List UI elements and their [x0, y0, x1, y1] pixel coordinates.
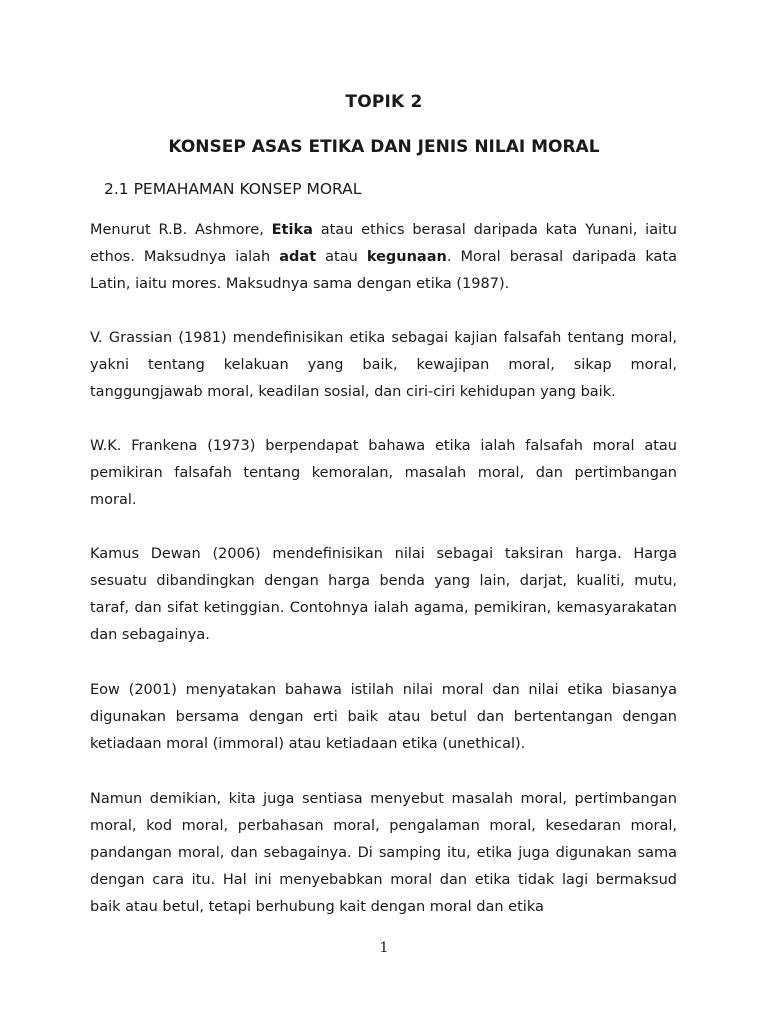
page-number: 1: [379, 940, 389, 956]
topic-label: TOPIK 2: [345, 92, 423, 112]
paragraph-namun-demikian: Namun demikian, kita juga sentiasa menyebut masalah moral, pertimbangan moral, kod moral, perbahasan moral, pengalaman moral, kesedaran moral, pandangan moral, dan sebagainya. Di samping itu, etika juga digunakan sama dengan cara itu. Hal ini menyebabkan moral dan etika tidak lagi bermaksud baik atau betul, tetapi berhubung kait dengan moral dan etika: [90, 791, 677, 915]
chapter-title: KONSEP ASAS ETIKA DAN JENIS NILAI MORAL: [168, 137, 600, 157]
paragraph-grassian: V. Grassian (1981) mendefinisikan etika sebagai kajian falsafah tentang moral, yakni tentang kelakuan yang baik, kewajipan moral, sikap moral, tanggungjawab moral, keadilan sosial, dan ciri-ciri kehidupan yang baik.: [90, 330, 677, 400]
paragraph-text: atau ethics berasal daripada kata Yunani, iaitu ethos. Maksudnya ialah: [90, 222, 677, 265]
paragraph-text: Menurut R.B. Ashmore,: [90, 222, 272, 238]
term-adat: adat: [279, 249, 317, 265]
paragraph-eow: Eow (2001) menyatakan bahawa istilah nilai moral dan nilai etika biasanya digunakan bersama dengan erti baik atau betul dan bertentangan dengan ketiadaan moral (immoral) atau ketiadaan etika (unethical).: [90, 682, 677, 752]
paragraph-ashmore: [90, 217, 677, 298]
paragraph-frankena: W.K. Frankena (1973) berpendapat bahawa etika ialah falsafah moral atau pemikiran falsafah tentang kemoralan, masalah moral, dan pertimbangan moral.: [90, 438, 677, 508]
paragraph-text: atau: [316, 249, 367, 265]
paragraph-kamus-dewan: Kamus Dewan (2006) mendefinisikan nilai sebagai taksiran harga. Harga sesuatu dibandingkan dengan harga benda yang lain, darjat, kualiti, mutu, taraf, dan sifat ketinggian. Contohnya ialah agama, pemikiran, kemasyarakatan dan sebagainya.: [90, 546, 677, 643]
term-kegunaan: kegunaan: [366, 249, 447, 265]
section-heading: 2.1 PEMAHAMAN KONSEP MORAL: [104, 180, 362, 198]
paragraph-text: . Moral berasal daripada kata Latin, iaitu mores. Maksudnya sama dengan etika (1987).: [90, 249, 677, 292]
term-etika: Etika: [271, 222, 313, 238]
